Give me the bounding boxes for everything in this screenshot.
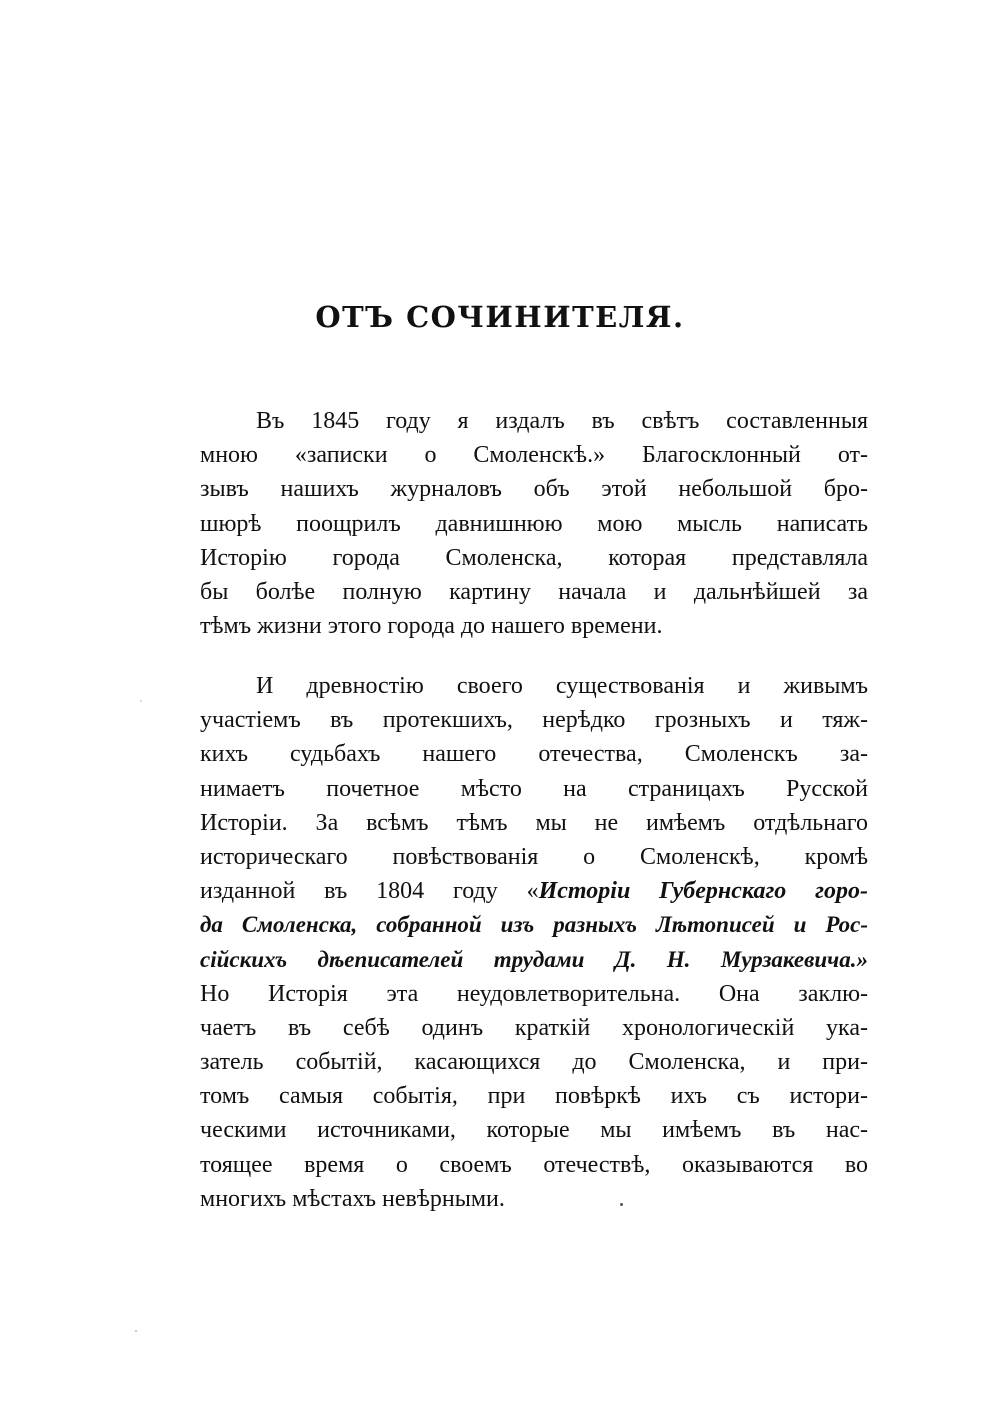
text-line: бы болѣе полную картину начала и дальнѣйшей за (200, 578, 868, 605)
page-title: ОТЪ СОЧИНИТЕЛЯ. (315, 300, 685, 334)
text-line: участіемъ въ протекшихъ, нерѣдко грозныхъ и тяж- (200, 707, 868, 734)
text-line: тоящее время о своемъ отечествѣ, оказываются во (200, 1151, 868, 1178)
ink-speck (620, 1203, 623, 1206)
text-line: И древностію своего существованія и живымъ (256, 673, 868, 699)
text-line: тѣмъ жизни этого города до нашего времени. (200, 613, 663, 640)
italic-text-line: сійскихъ дѣеписателей трудами Д. Н. Мурзакевича.» (200, 946, 868, 972)
text-line: нимаетъ почетное мѣсто на страницахъ Русской (200, 775, 868, 802)
paragraph-2 (200, 669, 868, 1216)
italic-title-span: Исторіи Губернскаго горо- (538, 878, 868, 905)
ink-speck (135, 1330, 137, 1332)
text-line: мною «записки о Смоленскѣ.» Благосклонный от- (200, 442, 868, 469)
text-line: многихъ мѣстахъ невѣрными. (200, 1185, 505, 1212)
italic-text-line: да Смоленска, собранной изъ разныхъ Лѣтописей и Рос- (200, 912, 868, 938)
text-line: томъ самыя событія, при повѣркѣ ихъ съ истори- (200, 1083, 868, 1110)
text-line: зывъ нашихъ журналовъ объ этой небольшой бро- (200, 476, 868, 503)
text-line: шюрѣ поощрилъ давнишнюю мою мысль написать (200, 510, 868, 537)
text-line: Но Исторія эта неудовлетворительна. Она заклю- (200, 980, 868, 1007)
text-line: Исторію города Смоленска, которая представляла (200, 544, 868, 571)
text-line: Исторіи. За всѣмъ тѣмъ мы не имѣемъ отдѣльнаго (200, 809, 868, 836)
text-line: кихъ судьбахъ нашего отечества, Смоленскъ за- (200, 741, 868, 768)
text-line: историческаго повѣствованія о Смоленскѣ, кромѣ (200, 843, 868, 870)
ink-speck (140, 700, 142, 702)
text-line: Въ 1845 году я издалъ въ свѣтъ составленныя (256, 408, 868, 434)
mixed-text-line (200, 874, 868, 908)
text-line: чаетъ въ себѣ одинъ краткій хронологическій ука- (200, 1014, 868, 1041)
plain-text-span: изданной въ 1804 году « (200, 878, 539, 905)
text-line: затель событій, касающихся до Смоленска, и при- (200, 1049, 868, 1076)
text-line: ческими источниками, которые мы имѣемъ въ нас- (200, 1117, 868, 1144)
paragraph-1 (200, 404, 868, 643)
